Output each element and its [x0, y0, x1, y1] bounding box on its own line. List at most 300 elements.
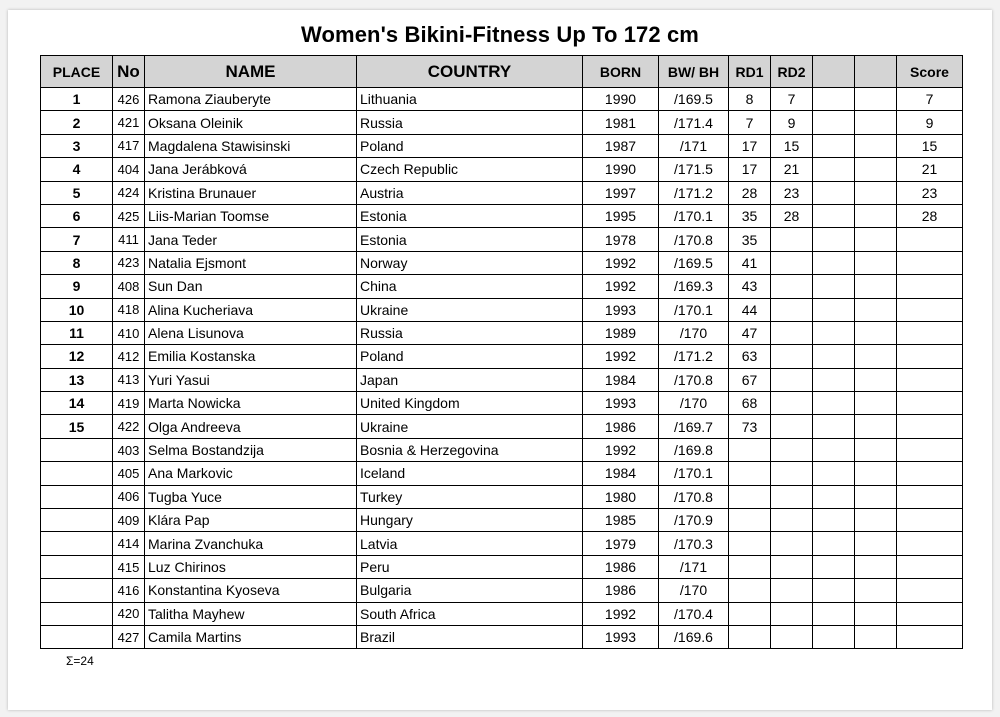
cell-place: 1 [41, 88, 113, 111]
cell-born: 1992 [583, 251, 659, 274]
cell-name: Alena Lisunova [145, 321, 357, 344]
cell-blank-2 [855, 368, 897, 391]
cell-rd1: 8 [729, 88, 771, 111]
cell-no: 423 [113, 251, 145, 274]
cell-score [897, 555, 963, 578]
cell-born: 1993 [583, 298, 659, 321]
table-row [41, 275, 963, 298]
cell-no: 406 [113, 485, 145, 508]
header-blank-2 [855, 56, 897, 88]
cell-rd1 [729, 438, 771, 461]
cell-score [897, 625, 963, 648]
cell-bw-bh: /171 [659, 134, 729, 157]
cell-place: 7 [41, 228, 113, 251]
cell-rd2 [771, 579, 813, 602]
cell-bw-bh: /170 [659, 321, 729, 344]
cell-rd1: 67 [729, 368, 771, 391]
cell-born: 1980 [583, 485, 659, 508]
cell-no: 410 [113, 321, 145, 344]
cell-rd2: 23 [771, 181, 813, 204]
cell-rd2 [771, 462, 813, 485]
cell-blank-1 [813, 111, 855, 134]
cell-place [41, 509, 113, 532]
cell-name: Yuri Yasui [145, 368, 357, 391]
cell-place: 4 [41, 158, 113, 181]
cell-score: 7 [897, 88, 963, 111]
cell-rd1 [729, 485, 771, 508]
cell-score [897, 298, 963, 321]
cell-no: 427 [113, 625, 145, 648]
cell-name: Tugba Yuce [145, 485, 357, 508]
cell-rd2 [771, 509, 813, 532]
cell-blank-2 [855, 438, 897, 461]
cell-bw-bh: /171 [659, 555, 729, 578]
cell-rd2: 7 [771, 88, 813, 111]
cell-blank-2 [855, 111, 897, 134]
cell-no: 418 [113, 298, 145, 321]
cell-born: 1984 [583, 462, 659, 485]
cell-blank-1 [813, 555, 855, 578]
cell-rd2 [771, 602, 813, 625]
cell-no: 415 [113, 555, 145, 578]
header-bw-bh: BW/ BH [659, 56, 729, 88]
cell-blank-2 [855, 392, 897, 415]
cell-name: Jana Jerábková [145, 158, 357, 181]
cell-born: 1995 [583, 204, 659, 227]
cell-country: Brazil [357, 625, 583, 648]
cell-score [897, 485, 963, 508]
cell-country: Ukraine [357, 415, 583, 438]
cell-place [41, 579, 113, 602]
cell-bw-bh: /170.3 [659, 532, 729, 555]
table-row [41, 625, 963, 648]
cell-rd2 [771, 625, 813, 648]
cell-blank-2 [855, 485, 897, 508]
cell-name: Luz Chirinos [145, 555, 357, 578]
cell-place: 2 [41, 111, 113, 134]
cell-country: Russia [357, 321, 583, 344]
cell-no: 416 [113, 579, 145, 602]
cell-no: 422 [113, 415, 145, 438]
table-row [41, 509, 963, 532]
cell-bw-bh: /170.9 [659, 509, 729, 532]
cell-rd1: 7 [729, 111, 771, 134]
cell-rd1 [729, 602, 771, 625]
cell-name: Sun Dan [145, 275, 357, 298]
cell-place: 13 [41, 368, 113, 391]
cell-name: Ramona Ziauberyte [145, 88, 357, 111]
cell-blank-1 [813, 228, 855, 251]
cell-country: Bosnia & Herzegovina [357, 438, 583, 461]
competitor-count: Σ=24 [66, 654, 94, 668]
cell-country: China [357, 275, 583, 298]
cell-blank-2 [855, 158, 897, 181]
cell-country: Russia [357, 111, 583, 134]
cell-name: Kristina Brunauer [145, 181, 357, 204]
cell-rd2 [771, 485, 813, 508]
cell-name: Alina Kucheriava [145, 298, 357, 321]
cell-blank-1 [813, 181, 855, 204]
cell-blank-2 [855, 298, 897, 321]
cell-blank-1 [813, 368, 855, 391]
cell-bw-bh: /169.7 [659, 415, 729, 438]
table-row [41, 251, 963, 274]
cell-no: 419 [113, 392, 145, 415]
cell-place [41, 438, 113, 461]
cell-no: 426 [113, 88, 145, 111]
cell-name: Magdalena Stawisinski [145, 134, 357, 157]
cell-rd2 [771, 275, 813, 298]
cell-score [897, 275, 963, 298]
cell-blank-1 [813, 158, 855, 181]
cell-name: Natalia Ejsmont [145, 251, 357, 274]
cell-blank-2 [855, 88, 897, 111]
cell-country: Hungary [357, 509, 583, 532]
cell-rd2: 15 [771, 134, 813, 157]
cell-blank-1 [813, 462, 855, 485]
cell-name: Klára Pap [145, 509, 357, 532]
cell-score [897, 228, 963, 251]
cell-rd2 [771, 321, 813, 344]
cell-country: Czech Republic [357, 158, 583, 181]
cell-country: Estonia [357, 204, 583, 227]
cell-place [41, 485, 113, 508]
cell-country: Latvia [357, 532, 583, 555]
cell-country: Iceland [357, 462, 583, 485]
cell-rd1: 44 [729, 298, 771, 321]
cell-name: Oksana Oleinik [145, 111, 357, 134]
cell-born: 1986 [583, 555, 659, 578]
cell-place: 11 [41, 321, 113, 344]
cell-name: Marta Nowicka [145, 392, 357, 415]
cell-country: Turkey [357, 485, 583, 508]
cell-born: 1990 [583, 88, 659, 111]
header-rd2: RD2 [771, 56, 813, 88]
cell-rd2 [771, 345, 813, 368]
cell-blank-2 [855, 321, 897, 344]
cell-blank-2 [855, 579, 897, 602]
table-row [41, 111, 963, 134]
cell-no: 417 [113, 134, 145, 157]
table-row [41, 602, 963, 625]
cell-blank-2 [855, 415, 897, 438]
cell-no: 412 [113, 345, 145, 368]
cell-no: 403 [113, 438, 145, 461]
cell-score: 23 [897, 181, 963, 204]
cell-country: Ukraine [357, 298, 583, 321]
cell-blank-1 [813, 251, 855, 274]
cell-rd1: 68 [729, 392, 771, 415]
cell-bw-bh: /170.1 [659, 462, 729, 485]
cell-born: 1978 [583, 228, 659, 251]
cell-bw-bh: /171.4 [659, 111, 729, 134]
header-row [41, 56, 963, 88]
cell-country: United Kingdom [357, 392, 583, 415]
cell-no: 414 [113, 532, 145, 555]
cell-bw-bh: /170.8 [659, 485, 729, 508]
cell-blank-2 [855, 532, 897, 555]
table-row [41, 204, 963, 227]
cell-place [41, 555, 113, 578]
cell-name: Talitha Mayhew [145, 602, 357, 625]
cell-country: South Africa [357, 602, 583, 625]
cell-blank-1 [813, 134, 855, 157]
header-rd1: RD1 [729, 56, 771, 88]
cell-born: 1993 [583, 392, 659, 415]
cell-score [897, 321, 963, 344]
table-row [41, 345, 963, 368]
cell-country: Austria [357, 181, 583, 204]
cell-blank-1 [813, 438, 855, 461]
cell-blank-1 [813, 321, 855, 344]
cell-blank-1 [813, 275, 855, 298]
cell-blank-1 [813, 298, 855, 321]
cell-place: 9 [41, 275, 113, 298]
cell-blank-1 [813, 625, 855, 648]
cell-name: Konstantina Kyoseva [145, 579, 357, 602]
cell-blank-2 [855, 275, 897, 298]
cell-bw-bh: /170.4 [659, 602, 729, 625]
cell-bw-bh: /171.2 [659, 345, 729, 368]
cell-no: 421 [113, 111, 145, 134]
cell-country: Japan [357, 368, 583, 391]
table-row [41, 181, 963, 204]
table-row [41, 134, 963, 157]
cell-born: 1993 [583, 625, 659, 648]
cell-place: 14 [41, 392, 113, 415]
header-country: COUNTRY [357, 56, 583, 88]
cell-rd2 [771, 392, 813, 415]
cell-rd1: 28 [729, 181, 771, 204]
cell-blank-2 [855, 345, 897, 368]
cell-rd1 [729, 579, 771, 602]
cell-blank-2 [855, 625, 897, 648]
cell-country: Peru [357, 555, 583, 578]
cell-blank-1 [813, 204, 855, 227]
cell-rd1 [729, 532, 771, 555]
cell-blank-2 [855, 602, 897, 625]
cell-blank-1 [813, 415, 855, 438]
cell-place: 12 [41, 345, 113, 368]
cell-score [897, 509, 963, 532]
cell-born: 1992 [583, 438, 659, 461]
cell-bw-bh: /170.1 [659, 298, 729, 321]
cell-place [41, 532, 113, 555]
cell-place: 10 [41, 298, 113, 321]
cell-place: 3 [41, 134, 113, 157]
cell-place: 15 [41, 415, 113, 438]
cell-bw-bh: /170.1 [659, 204, 729, 227]
cell-bw-bh: /169.3 [659, 275, 729, 298]
table-row [41, 438, 963, 461]
cell-no: 413 [113, 368, 145, 391]
cell-country: Estonia [357, 228, 583, 251]
cell-name: Olga Andreeva [145, 415, 357, 438]
cell-born: 1992 [583, 345, 659, 368]
cell-blank-1 [813, 485, 855, 508]
cell-bw-bh: /169.6 [659, 625, 729, 648]
cell-country: Poland [357, 345, 583, 368]
table-row [41, 392, 963, 415]
header-born: BORN [583, 56, 659, 88]
cell-rd2: 21 [771, 158, 813, 181]
cell-score [897, 345, 963, 368]
cell-no: 404 [113, 158, 145, 181]
cell-rd1: 17 [729, 158, 771, 181]
cell-no: 408 [113, 275, 145, 298]
cell-blank-2 [855, 204, 897, 227]
table-row [41, 228, 963, 251]
cell-name: Camila Martins [145, 625, 357, 648]
cell-rd1: 41 [729, 251, 771, 274]
cell-blank-1 [813, 532, 855, 555]
cell-score [897, 602, 963, 625]
cell-name: Jana Teder [145, 228, 357, 251]
cell-score: 21 [897, 158, 963, 181]
cell-rd2 [771, 555, 813, 578]
cell-born: 1979 [583, 532, 659, 555]
cell-country: Poland [357, 134, 583, 157]
cell-rd1 [729, 509, 771, 532]
cell-name: Ana Markovic [145, 462, 357, 485]
table-row [41, 158, 963, 181]
cell-score: 28 [897, 204, 963, 227]
cell-born: 1992 [583, 602, 659, 625]
cell-bw-bh: /170.8 [659, 368, 729, 391]
cell-bw-bh: /169.8 [659, 438, 729, 461]
cell-blank-2 [855, 134, 897, 157]
cell-blank-1 [813, 345, 855, 368]
table-row [41, 579, 963, 602]
cell-no: 405 [113, 462, 145, 485]
cell-score: 15 [897, 134, 963, 157]
cell-rd2 [771, 532, 813, 555]
cell-place: 8 [41, 251, 113, 274]
cell-country: Norway [357, 251, 583, 274]
cell-born: 1997 [583, 181, 659, 204]
cell-rd2 [771, 368, 813, 391]
cell-born: 1989 [583, 321, 659, 344]
cell-no: 420 [113, 602, 145, 625]
document-title: Women's Bikini-Fitness Up To 172 cm [301, 22, 699, 47]
cell-no: 409 [113, 509, 145, 532]
cell-score [897, 438, 963, 461]
cell-rd1 [729, 625, 771, 648]
cell-born: 1987 [583, 134, 659, 157]
cell-born: 1984 [583, 368, 659, 391]
cell-country: Bulgaria [357, 579, 583, 602]
cell-place [41, 462, 113, 485]
table-row [41, 88, 963, 111]
cell-rd2 [771, 228, 813, 251]
cell-bw-bh: /171.2 [659, 181, 729, 204]
cell-blank-2 [855, 181, 897, 204]
table-row [41, 555, 963, 578]
cell-rd2 [771, 438, 813, 461]
cell-blank-1 [813, 88, 855, 111]
cell-rd1: 35 [729, 228, 771, 251]
cell-rd2 [771, 251, 813, 274]
cell-blank-1 [813, 602, 855, 625]
cell-name: Liis-Marian Toomse [145, 204, 357, 227]
cell-no: 411 [113, 228, 145, 251]
cell-rd2 [771, 415, 813, 438]
cell-place [41, 602, 113, 625]
cell-score [897, 462, 963, 485]
table-row [41, 462, 963, 485]
table-row [41, 532, 963, 555]
cell-blank-1 [813, 579, 855, 602]
cell-rd1: 43 [729, 275, 771, 298]
cell-born: 1992 [583, 275, 659, 298]
cell-score [897, 392, 963, 415]
cell-born: 1985 [583, 509, 659, 532]
cell-score [897, 532, 963, 555]
cell-name: Emilia Kostanska [145, 345, 357, 368]
cell-rd1: 47 [729, 321, 771, 344]
cell-bw-bh: /169.5 [659, 251, 729, 274]
cell-bw-bh: /170 [659, 392, 729, 415]
results-table [40, 55, 963, 649]
table-row [41, 368, 963, 391]
cell-no: 425 [113, 204, 145, 227]
cell-rd1: 35 [729, 204, 771, 227]
table-row [41, 298, 963, 321]
cell-rd2 [771, 298, 813, 321]
cell-score [897, 368, 963, 391]
cell-rd1: 73 [729, 415, 771, 438]
table-row [41, 485, 963, 508]
cell-rd1: 17 [729, 134, 771, 157]
cell-blank-2 [855, 555, 897, 578]
cell-bw-bh: /170.8 [659, 228, 729, 251]
table-row [41, 321, 963, 344]
cell-born: 1986 [583, 415, 659, 438]
cell-place: 6 [41, 204, 113, 227]
cell-place: 5 [41, 181, 113, 204]
cell-no: 424 [113, 181, 145, 204]
cell-rd1: 63 [729, 345, 771, 368]
results-body [41, 88, 963, 649]
table-row [41, 415, 963, 438]
cell-born: 1981 [583, 111, 659, 134]
header-blank-1 [813, 56, 855, 88]
cell-score [897, 579, 963, 602]
cell-blank-2 [855, 509, 897, 532]
cell-blank-1 [813, 509, 855, 532]
cell-score [897, 415, 963, 438]
header-place: PLACE [41, 56, 113, 88]
cell-blank-2 [855, 462, 897, 485]
cell-score [897, 251, 963, 274]
cell-bw-bh: /170 [659, 579, 729, 602]
cell-blank-2 [855, 228, 897, 251]
cell-rd1 [729, 462, 771, 485]
cell-name: Marina Zvanchuka [145, 532, 357, 555]
cell-blank-2 [855, 251, 897, 274]
cell-bw-bh: /171.5 [659, 158, 729, 181]
cell-born: 1986 [583, 579, 659, 602]
cell-country: Lithuania [357, 88, 583, 111]
header-name: NAME [145, 56, 357, 88]
header-score: Score [897, 56, 963, 88]
header-no: No [113, 56, 145, 88]
cell-rd2: 9 [771, 111, 813, 134]
cell-place [41, 625, 113, 648]
cell-blank-1 [813, 392, 855, 415]
cell-rd1 [729, 555, 771, 578]
cell-bw-bh: /169.5 [659, 88, 729, 111]
